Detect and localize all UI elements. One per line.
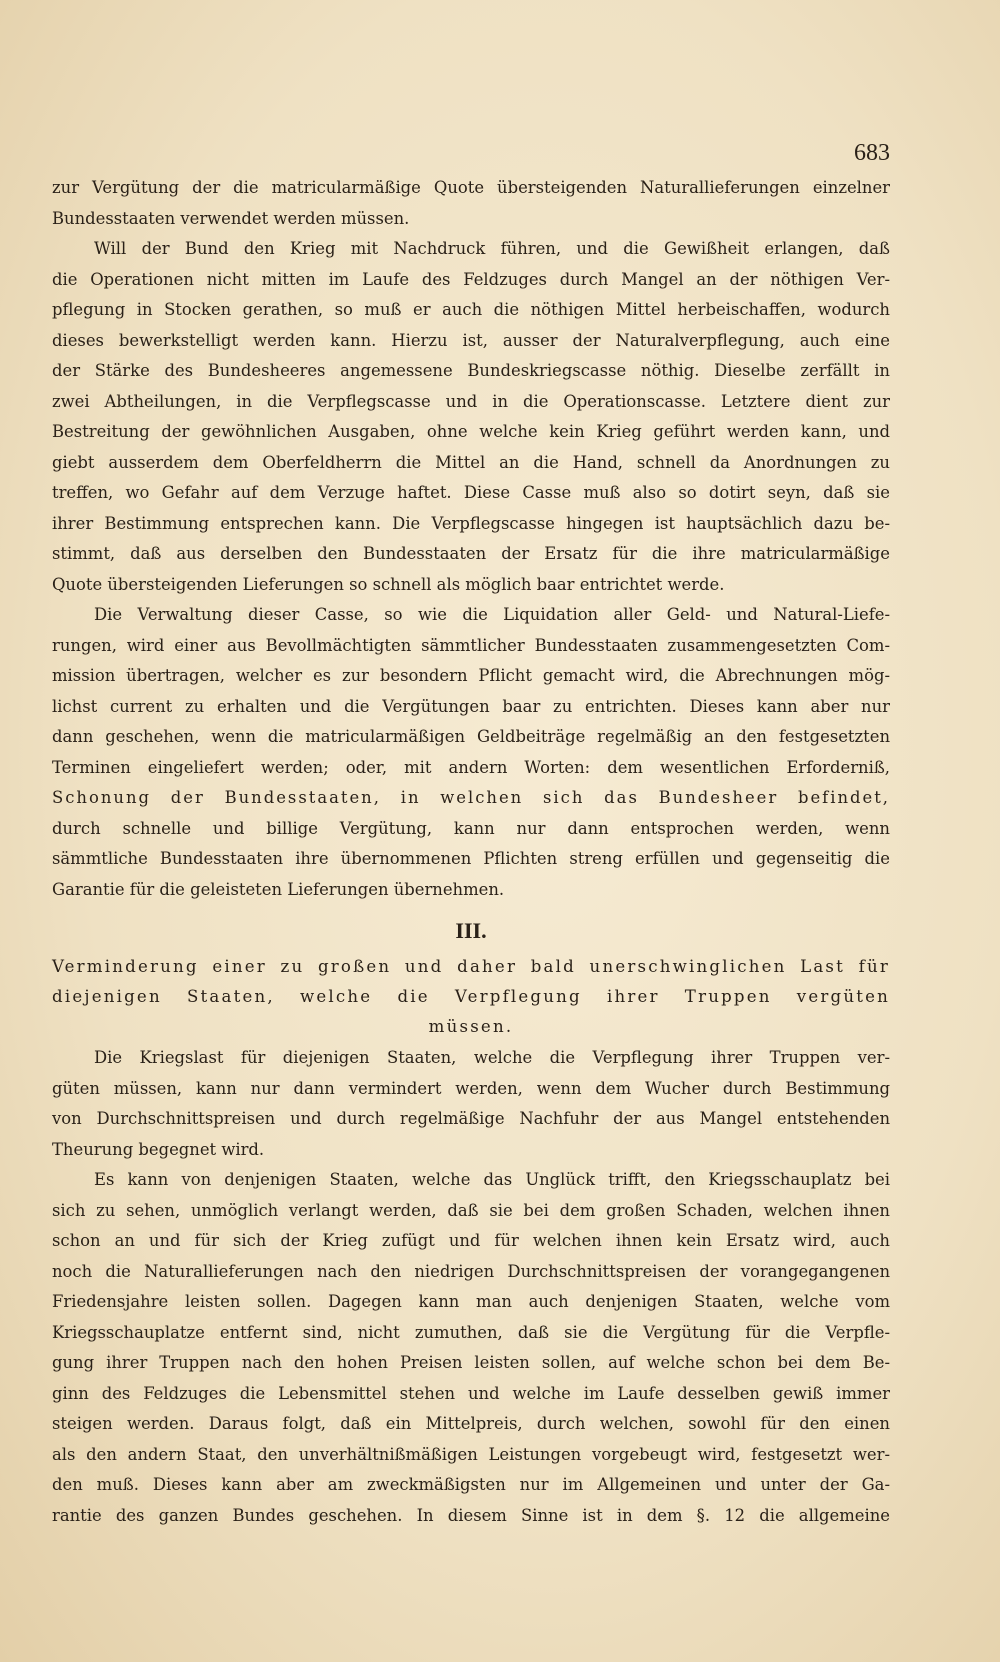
lower-text xyxy=(52,1043,890,1531)
section-title: Verminderung einer zu großen und daher bald unerschwinglichen Last für diejenigen Staaten, welche die Verpflegung ihrer Truppen vergüten müssen. xyxy=(52,957,890,1036)
paragraph-2: Will der Bund den Krieg mit Nachdruck führen, und die Gewißheit erlangen, daß die Operationen nicht mitten im Laufe des Feldzuges durch Mangel an der nöthigen Ver- pflegung in Stocken gerathen, so muß er auch die nöthigen Mittel herbeischaffen, wodurch dieses bewerkstelligt werden kann. Hierzu ist, ausser der Naturalverpflegung, auch eine der Stärke des Bundesheeres angemessene Bundeskriegscasse nöthig. Dieselbe zerfällt in zwei Abtheilungen, in die Verpflegscasse und in die Operationscasse. Letztere dient zur Bestreitung der gewöhnlichen Ausgaben, ohne welche kein Krieg geführt werden kann, und giebt ausserdem dem Oberfeldherrn die Mittel an die Hand, schnell da Anordnungen zu treffen, wo Gefahr auf dem Verzuge haftet. Diese Casse muß also so dotirt seyn, daß sie ihrer Bestimmung entsprechen kann. Die Verpflegscasse hingegen ist hauptsächlich dazu be- stimmt, daß aus derselben den Bundesstaaten der Ersatz für die ihre matricularmäßige Quote übersteigenden Lieferungen so schnell als möglich baar entrichtet werde. xyxy=(52,239,890,594)
paragraph-4: Die Kriegslast für diejenigen Staaten, welche die Verpflegung ihrer Truppen ver- güten müssen, kann nur dann vermindert werden, wenn dem Wucher durch Bestimmung von Durchschnittspreisen und durch regelmäßige Nachfuhr der aus Mangel entstehenden Theurung begegnet wird. xyxy=(52,1048,890,1159)
paragraph-1: zur Vergütung der die matricularmäßige Quote übersteigenden Naturallieferungen einzelner Bundesstaaten verwendet werden müssen. xyxy=(52,178,890,228)
upper-text xyxy=(52,173,890,905)
paragraph-5: Es kann von denjenigen Staaten, welche das Unglück trifft, den Kriegsschauplatz bei sich zu sehen, unmöglich verlangt werden, daß sie bei dem großen Schaden, welchen ihnen schon an und für sich der Krieg zufügt und für welchen ihnen kein Ersatz wird, auch noch die Naturallieferungen nach den niedrigen Durchschnittspreisen der vorangegangenen Friedensjahre leisten sollen. Dagegen kann man auch denjenigen Staaten, welche vom Kriegsschauplatze entfernt sind, nicht zumuthen, daß sie die Vergütung für die Verpfle- gung ihrer Truppen nach den hohen Preisen leisten sollen, auf welche schon bei dem Be- ginn des Feldzuges die Lebensmittel stehen und welche im Laufe desselben gewiß immer steigen werden. Daraus folgt, daß ein Mittelpreis, durch welchen, sowohl für den einen als den andern Staat, den unverhältnißmäßigen Leistungen vorgebeugt wird, festgesetzt wer- den muß. Dieses kann aber am zweckmäßigsten nur im Allgemeinen und unter der Ga- rantie des ganzen Bundes geschehen. In diesem Sinne ist in dem §. 12 die allgemeine xyxy=(52,1170,890,1525)
section-number: III. xyxy=(455,918,487,943)
page-number: 683 xyxy=(854,140,890,166)
paragraph-3: Die Verwaltung dieser Casse, so wie die Liquidation aller Geld- und Natural-Liefe- rungen, wird einer aus Bevollmächtigten sämmtlicher Bundesstaaten zusammengesetzten Com- mission übertragen, welcher es zur besondern Pflicht gemacht wird, die Abrechnungen mög- lichst current zu erhalten und die Vergütungen baar zu entrichten. Dieses kann aber nur dann geschehen, wenn die matricularmäßigen Geldbeiträge regelmäßig an den festgesetzten Terminen eingeliefert werden; oder, mit andern Worten: dem wesentlichen Erforderniß, Schonung der Bundesstaaten, in welchen sich das Bundesheer befindet, durch schnelle und billige Vergütung, kann nur dann entsprochen werden, wenn sämmtliche Bundesstaaten ihre übernommenen Pflichten streng erfüllen und gegenseitig die Garantie für die geleisteten Lieferungen übernehmen. xyxy=(52,605,890,899)
